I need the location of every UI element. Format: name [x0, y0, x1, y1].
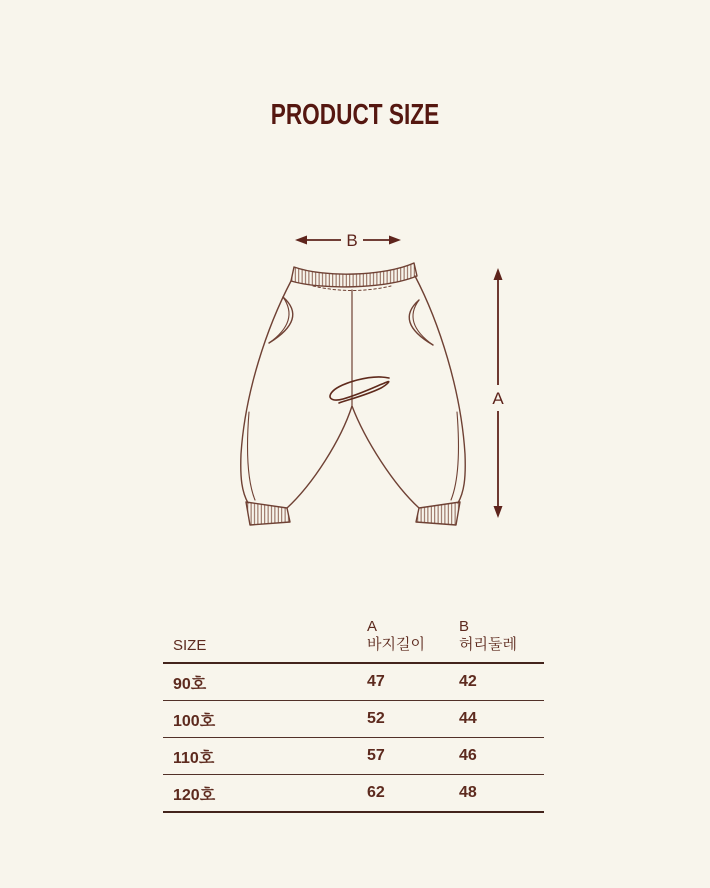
- size-table: [163, 618, 544, 813]
- page-title-text: PRODUCT SIZE: [270, 99, 440, 131]
- row-waist-value: 46: [459, 747, 477, 764]
- row-size-label: 110호: [173, 749, 215, 767]
- row-size-label: 120호: [173, 786, 216, 804]
- header-col-b-letter: B: [459, 618, 470, 635]
- row-waist-value: 44: [459, 710, 477, 727]
- left-cuff: [246, 502, 290, 525]
- header-col-b: [459, 618, 544, 654]
- right-cuff: [416, 502, 460, 525]
- crotch-scribble: [330, 377, 389, 403]
- row-length-value: 57: [367, 747, 385, 764]
- header-col-a-name: 바지길이: [367, 636, 425, 653]
- left-inseam: [287, 406, 352, 508]
- header-col-a: [367, 618, 459, 654]
- right-inseam: [352, 406, 419, 508]
- width-dimension-label: B: [346, 231, 358, 250]
- row-length-value: 52: [367, 710, 385, 727]
- header-size: SIZE: [173, 637, 207, 654]
- table-row: [163, 738, 544, 775]
- row-length-value: 62: [367, 784, 385, 801]
- row-length-value: 47: [367, 673, 385, 690]
- row-waist-value: 48: [459, 784, 477, 801]
- page-title: [0, 101, 710, 130]
- pants-size-diagram: [195, 222, 515, 552]
- table-row: [163, 701, 544, 738]
- right-seam-detail: [451, 412, 459, 500]
- row-size-label: 90호: [173, 675, 207, 693]
- waistband: [291, 263, 417, 287]
- row-size-label: 100호: [173, 712, 216, 730]
- row-waist-value: 42: [459, 673, 477, 690]
- table-row: [163, 775, 544, 813]
- length-dimension-label: A: [492, 389, 504, 408]
- header-col-a-letter: A: [367, 618, 378, 635]
- pants-drawing: [241, 263, 465, 525]
- header-col-b-name: 허리둘레: [459, 636, 517, 653]
- left-seam-detail: [247, 412, 255, 500]
- size-table-header: [163, 618, 544, 664]
- table-row: [163, 664, 544, 701]
